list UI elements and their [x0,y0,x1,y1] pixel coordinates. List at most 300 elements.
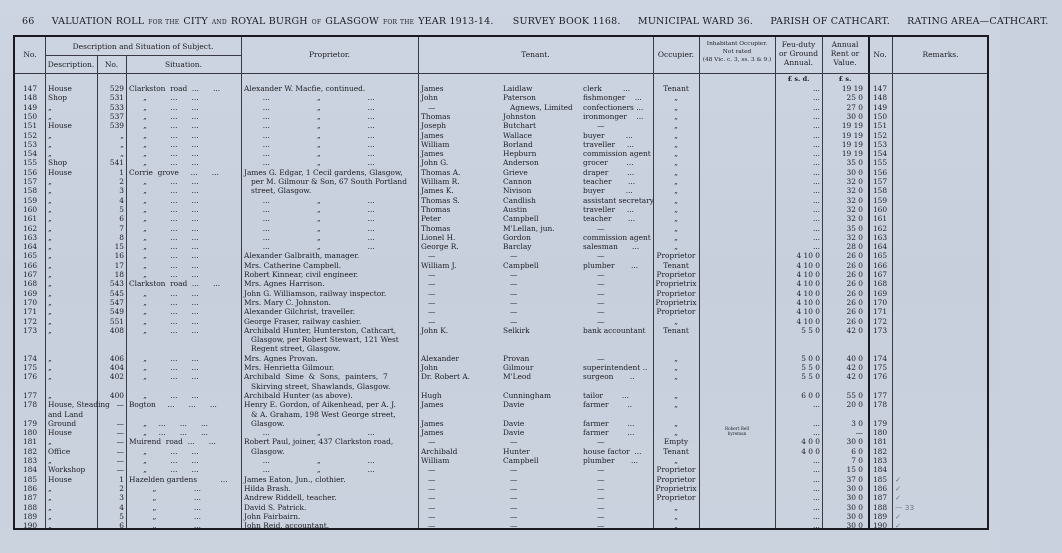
cell-t2: Campbell [503,260,539,270]
cell-no2: 170 [872,297,888,307]
cell-desc: Shop [48,158,68,168]
cell-prop: per M. Gilmour & Son, 67 South Portland [244,177,407,186]
cell-no: 148 [22,93,38,103]
cell-no2: 163 [872,232,888,242]
cell-prop: ... „ ... [244,121,375,131]
cell-rent: 26 0 [846,288,863,298]
cell-prop: John Reid, accountant. [244,521,330,531]
cell-t1: John [421,363,438,372]
cell-sit: „ ... ... [129,111,199,121]
cell-rent: 32 0 [846,204,863,214]
cell-no: 187 [22,493,38,503]
cell-t1: James K. [421,186,454,196]
header-proprietor: Proprietor. [308,50,351,59]
cell-t3: teacher ... [583,214,636,224]
cell-num: 533 [109,102,124,112]
cell-prop: Andrew Riddell, teacher. [244,493,337,503]
cell-occ: „ [674,149,678,159]
cell-prop: ... „ ... [244,428,375,438]
cell-no: 151 [22,121,38,131]
cell-feu: ... [812,149,820,159]
cell-no2: 173 [872,325,888,335]
cell-inh: Robert Bell byreman [724,426,750,437]
cell-prop: ... „ ... [244,223,375,233]
cell-t2: — [503,316,518,326]
cell-prop: Archibald Sime & Sons, painters, 7 [244,372,388,382]
cell-feu: ... [812,502,820,512]
cell-t3: confectioners ... [583,102,644,112]
cell-no2: 180 [872,428,888,438]
cell-sit: „ ... ... [129,353,199,363]
cell-feu: ... [812,483,820,493]
cell-desc: Office [48,446,71,456]
cell-sit: Clarkston road ... ... [129,84,221,93]
title-part: ROYAL BURGH [230,16,308,27]
cell-no2: 175 [872,363,888,372]
cell-no: 189 [22,511,38,521]
cell-occ: Tenant [663,84,689,93]
cell-t2: — [503,521,518,531]
cell-no2: 147 [872,84,888,93]
cell-feu: ... [812,242,820,252]
cell-desc: „ [48,325,52,335]
cell-t1: — [421,251,436,261]
cell-no: 162 [22,223,38,233]
cell-rent: 42 0 [846,325,863,335]
cell-num: — [116,428,124,438]
cell-prop: ... „ ... [244,465,375,475]
cell-t2: M'Lellan, jun. [503,223,555,233]
cell-no: 188 [22,502,38,512]
cell-desc: „ [48,102,52,112]
cell-t2: Gilmour [503,363,534,372]
cell-rent: 6 0 [851,446,863,456]
cell-rent: 26 0 [846,307,863,317]
cell-feu: ... [812,93,820,103]
cell-prop: Mrs. Agnes Provan. [244,353,318,363]
cell-num: 529 [109,84,124,93]
title-part: CITY [183,16,208,27]
cell-feu: 4 10 0 [796,316,820,326]
cell-desc: „ [48,260,52,270]
cell-t2: — [503,437,518,447]
cell-t2: Barclay [503,242,532,252]
header-occupier: Occupier. [657,50,695,59]
header-no: No. [23,50,37,59]
cell-no: 154 [22,149,38,159]
cell-t3: — [583,279,605,289]
cell-rent: 35 0 [846,158,863,168]
cell-num: 1 [119,474,124,484]
cell-desc: Workshop [48,465,86,475]
cell-occ: „ [674,242,678,252]
cell-desc: „ [48,511,52,521]
cell-sit: „ ... [129,511,201,521]
cell-no: 158 [22,186,38,196]
cell-t1: John [421,93,438,103]
cell-rem: ✓ [895,521,902,531]
cell-desc: „ [48,186,52,196]
cell-num: 2 [119,483,124,493]
cell-feu: ... [812,521,820,531]
header-line: Annual [831,40,859,49]
cell-sit: „ ... ... [129,195,199,205]
cell-t2: — [503,483,518,493]
cell-feu: ... [812,493,820,503]
cell-t2: Hunter [503,446,530,456]
cell-no: 156 [22,167,38,177]
cell-no2: 174 [872,353,888,363]
cell-no: 155 [22,158,38,168]
cell-rem: ✓ [895,483,902,493]
cell-t2: — [503,307,518,317]
cell-num: 549 [109,307,124,317]
cell-desc: „ [48,177,52,186]
title [52,16,510,27]
cell-occ: „ [674,502,678,512]
cell-no2: 160 [872,204,888,214]
cell-occ: „ [674,121,678,131]
cell-sit: „ ... ... [129,214,199,224]
cell-desc: House [48,428,72,438]
cell-sit: „ ... ... [129,316,199,326]
cell-occ: „ [674,195,678,205]
cell-t1: — [421,288,436,298]
cell-t3: surgeon .. [583,372,635,382]
cell-t1: Alexander [421,353,460,363]
cell-desc: House [48,121,72,131]
cell-t2: Laidlaw [503,84,533,93]
cell-t3: plumber ... [583,456,638,465]
cell-rent: 26 0 [846,270,863,279]
cell-prop: Hilda Brash. [244,483,291,493]
cell-no2: 152 [872,130,888,140]
cell-prop: James G. Edgar, 1 Cecil gardens, Glasgow, [244,167,403,177]
cell-t3: — [583,288,605,298]
cell-num: 404 [109,363,124,372]
cell-t2: — [503,511,518,521]
title-part: of [311,17,322,26]
parish: PARISH OF CATHCART. [770,16,890,27]
cell-sit: „ ... ... [129,260,199,270]
cell-t3: buyer ... [583,130,633,140]
cell-no: 182 [22,446,38,456]
cell-no: 163 [22,232,38,242]
cell-no2: 157 [872,177,888,186]
cell-no2: 182 [872,446,888,456]
cell-num: 408 [109,325,124,335]
cell-rent: 19 19 [841,121,863,131]
cell-no: 149 [22,102,38,112]
cell-occ: Proprietor [656,270,696,279]
cell-t3: traveller ... [583,204,634,214]
cell-sit: Hazelden gardens ... [129,474,228,484]
cell-t3: tailor ... [583,390,629,400]
cell-num: — [116,400,124,410]
cell-prop: John Fairbairn. [244,511,301,521]
cell-prop: Mrs. Mary C. Johnston. [244,297,331,307]
header-no-right: No. [873,50,887,59]
cell-occ: Proprietrix [655,279,697,289]
cell-no: 172 [22,316,38,326]
cell-no2: 159 [872,195,888,205]
cell-desc: „ [48,111,52,121]
cell-prop: Alexander Gilchrist, traveller. [244,307,355,317]
cell-occ: „ [674,316,678,326]
header-description-group: Description and Situation of Subject. [72,42,214,51]
cell-occ: Proprietor [656,251,696,261]
cell-rent: 15 0 [846,465,863,475]
cell-t1: Dr. Robert A. [421,372,471,382]
cell-no2: 166 [872,260,888,270]
cell-occ: „ [674,372,678,382]
cell-no: 179 [22,418,38,428]
cell-no2: 187 [872,493,888,503]
cell-sit: „ ... ... ... [129,428,209,438]
cell-t2: — [503,270,518,279]
cell-feu: 4 10 0 [796,297,820,307]
cell-t3: — [583,251,605,261]
cell-desc: „ [48,270,52,279]
cell-t1: Peter [421,214,441,224]
cell-t1: — [421,437,436,447]
cell-prop: ... „ ... [244,139,375,149]
cell-no2: 169 [872,288,888,298]
header-line: Annual. [783,58,814,67]
cell-t1: — [421,483,436,493]
cell-feu: ... [812,167,820,177]
header-rule [15,73,987,74]
cell-prop: ... „ ... [244,130,375,140]
column-rule [892,37,893,528]
cell-occ: Proprietor [656,474,696,484]
cell-num: 7 [119,223,124,233]
cell-prop: Henry E. Gordon, of Aikenhead, per A. J. [244,400,396,410]
cell-rent: 30 0 [846,511,863,521]
cell-t1: George R. [421,242,459,252]
cell-sit: „ ... ... [129,465,199,475]
cell-prop: & A. Graham, 198 West George street, [244,409,396,419]
cell-num: 3 [119,186,124,196]
cell-occ: „ [674,186,678,196]
cell-no2: 168 [872,279,888,289]
cell-desc: „ [48,204,52,214]
cell-feu: 4 10 0 [796,260,820,270]
cell-no2: 154 [872,149,888,159]
cell-no2: 189 [872,511,888,521]
cell-sit: „ ... ... [129,363,199,372]
cell-feu: 4 10 0 [796,307,820,317]
cell-no: 150 [22,111,38,121]
cell-no: 173 [22,325,38,335]
cell-rent: 26 0 [846,297,863,307]
cell-occ: „ [674,418,678,428]
cell-sit: „ ... ... [129,288,199,298]
cell-no: 166 [22,260,38,270]
cell-desc: House [48,84,72,93]
cell-feu: 4 10 0 [796,288,820,298]
cell-feu: ... [812,130,820,140]
cell-desc: „ [48,390,52,400]
cell-rent: 30 0 [846,111,863,121]
cell-no2: 150 [872,111,888,121]
cell-num: — [116,446,124,456]
cell-sit: „ ... ... ... [129,418,209,428]
cell-feu: ... [812,465,820,475]
cell-rent: 30 0 [846,493,863,503]
cell-desc: Shop [48,93,68,103]
cell-num: 17 [114,260,124,270]
cell-sit: „ ... ... [129,307,199,317]
cell-occ: Proprietor [656,493,696,503]
cell-prop: ... „ ... [244,204,375,214]
cell-rent: 30 0 [846,437,863,447]
cell-occ: „ [674,521,678,531]
cell-feu: 5 5 0 [801,363,820,372]
cell-prop: ... „ ... [244,232,375,242]
cell-feu: ... [812,204,820,214]
cell-prop: John G. Williamson, railway inspector. [244,288,387,298]
cell-no: 157 [22,177,38,186]
cell-no: 153 [22,139,38,149]
cell-feu: ... [812,400,820,410]
cell-t2: Campbell [503,214,539,224]
cell-t3: draper ... [583,167,635,177]
cell-no: 190 [22,521,38,531]
cell-desc: Ground [48,418,77,428]
cell-t1: — [421,102,436,112]
cell-t3: bank accountant [583,325,646,335]
cell-t3: commission agent [583,232,651,242]
cell-rent: 42 0 [846,363,863,372]
cell-sit: Corrie grove ... ... [129,167,219,177]
cell-t3: — [583,223,605,233]
cell-desc: „ [48,521,52,531]
cell-desc: „ [48,149,52,159]
cell-num: 5 [119,511,124,521]
cell-desc: „ [48,353,52,363]
title-part: for the [383,17,415,26]
cell-t2: Selkirk [503,325,530,335]
cell-t1: James [421,400,444,410]
cell-num: 6 [119,521,124,531]
cell-num: 8 [119,232,124,242]
cell-t2: Anderson [503,158,539,168]
cell-feu: 4 0 0 [801,446,820,456]
cell-t2: Butchart [503,121,536,131]
cell-num: 406 [109,353,124,363]
cell-t3: — [583,270,605,279]
rating-area: RATING AREA—CATHCART. [907,16,1049,27]
cell-rent: 30 0 [846,483,863,493]
cell-prop: Glasgow. [244,418,285,428]
column-rule [699,37,700,528]
cell-occ: „ [674,232,678,242]
title-part: YEAR 1913-14. [418,16,494,27]
cell-t1: James [421,84,444,93]
cell-desc: „ [48,288,52,298]
cell-t3: commission agent [583,149,651,159]
page-header [22,16,1049,27]
cell-t3: — [583,307,605,317]
cell-t3: fishmonger ... [583,93,642,103]
cell-t2: Cunningham [503,390,551,400]
cell-desc: „ [48,279,52,289]
cell-desc: „ [48,195,52,205]
cell-desc: „ [48,363,52,372]
cell-desc: „ [48,307,52,317]
cell-desc: „ [48,232,52,242]
cell-no2: 158 [872,186,888,196]
cell-t3: superintendent .. [583,363,648,372]
column-rule [45,37,46,528]
cell-no2: 181 [872,437,888,447]
cell-t1: — [421,493,436,503]
cell-t3: assistant secretary [583,195,654,205]
cell-t2: — [503,474,518,484]
cell-desc: „ [48,502,52,512]
cell-t2: Wallace [503,130,533,140]
cell-t2: Candlish [503,195,536,205]
cell-rent: 35 0 [846,223,863,233]
cell-t1: Thomas [421,204,451,214]
cell-prop: ... „ ... [244,242,375,252]
cell-t3: plumber ... [583,260,638,270]
cell-no2: 148 [872,93,888,103]
cell-prop: Mrs. Agnes Harrison. [244,279,325,289]
cell-occ: „ [674,353,678,363]
cell-t1: — [421,521,436,531]
cell-num: 551 [109,316,124,326]
cell-rent: 3 0 [851,418,863,428]
cell-sit: „ ... ... [129,93,199,103]
cell-occ: „ [674,456,678,465]
cell-sit: „ ... [129,502,201,512]
cell-feu: ... [812,428,820,438]
survey-book: SURVEY BOOK 1168. [512,16,621,27]
header-line: (48 Vic. c. 3, ss. 3 & 9.) [702,57,772,63]
cell-occ: „ [674,390,678,400]
cell-t3: — [583,474,605,484]
cell-t3: — [583,465,605,475]
cell-t1: John G. [421,158,449,168]
valuation-table [13,35,989,530]
cell-t2: — [503,297,518,307]
cell-rent: 32 0 [846,177,863,186]
cell-feu: ... [812,158,820,168]
cell-no2: 184 [872,465,888,475]
cell-occ: Proprietrix [655,297,697,307]
cell-t3: — [583,502,605,512]
cell-desc: „ [48,372,52,382]
cell-feu: 6 0 0 [801,390,820,400]
cell-prop: ... „ ... [244,102,375,112]
cell-desc: „ [48,130,52,140]
cell-feu: ... [812,102,820,112]
cell-t2: Nivison [503,186,532,196]
cell-occ: „ [674,139,678,149]
cell-t1: Joseph [421,121,447,131]
cell-t2: Hepburn [503,149,537,159]
cell-sit: „ ... ... [129,121,199,131]
cell-occ: „ [674,111,678,121]
cell-desc: House, Steading [48,400,110,410]
cell-sit: „ ... ... [129,102,199,112]
cell-desc: „ [48,483,52,493]
cell-prop: Alexander Galbraith, manager. [244,251,360,261]
header-feu-duty [775,40,822,67]
cell-occ: „ [674,400,678,410]
